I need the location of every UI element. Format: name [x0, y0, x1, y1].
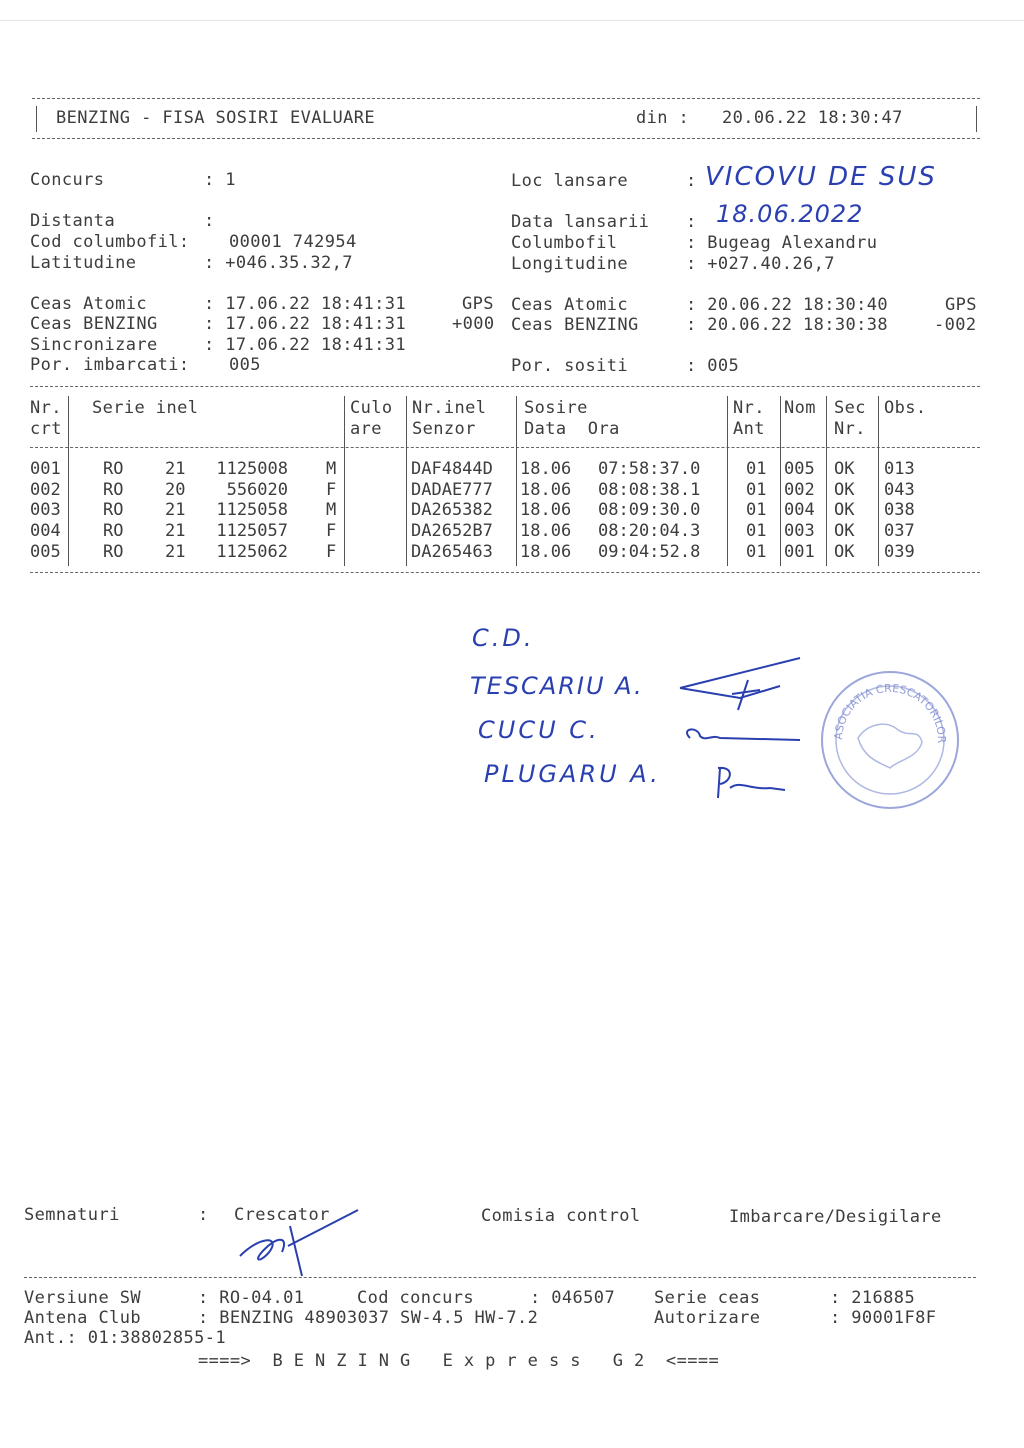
cod-columbofil-label: Cod columbofil:: [30, 232, 190, 252]
antena-id: Ant.: 01:38802855-1: [24, 1328, 227, 1348]
cell-an: 21: [165, 459, 186, 479]
ceas-benzing-right-value: : 20.06.22 18:30:38: [686, 315, 889, 335]
header-nr: Nr.: [30, 398, 62, 418]
cell-obs: 039: [884, 542, 915, 562]
header-bottom-rule: [32, 138, 980, 139]
cell-nom: 004: [784, 500, 815, 520]
cell-tara: RO: [103, 542, 124, 562]
autorizare-value: : 90001F8F: [830, 1308, 937, 1328]
cell-ora: 08:08:38.1: [598, 480, 701, 500]
cell-tara: RO: [103, 480, 124, 500]
cell-an: 21: [165, 542, 186, 562]
table-bottom-rule: [30, 572, 980, 573]
header-senzor: Senzor: [412, 419, 476, 439]
cell-obs: 043: [884, 480, 915, 500]
serie-ceas-value: : 216885: [830, 1288, 916, 1308]
cell-ant: 01: [746, 521, 767, 541]
cell-senzor: DA265463: [411, 542, 493, 562]
data-lansarii-colon: :: [686, 212, 697, 232]
comisia-control-label: Comisia control: [481, 1206, 641, 1226]
antena-club-label: Antena Club: [24, 1308, 141, 1328]
report-title: BENZING - FISA SOSIRI EVALUARE: [56, 108, 376, 128]
ceas-atomic-left-label: Ceas Atomic: [30, 294, 147, 314]
header-nom: Nom: [784, 398, 816, 418]
report-date-label: din :: [636, 108, 690, 128]
columbofil-value: : Bugeag Alexandru: [686, 233, 878, 253]
page-edge: [0, 20, 1024, 21]
data-lansarii-handwritten: 18.06.2022: [716, 200, 864, 228]
versiune-sw-value: : RO-04.01: [198, 1288, 305, 1308]
versiune-sw-label: Versiune SW: [24, 1288, 141, 1308]
cell-tara: RO: [103, 459, 124, 479]
ceas-atomic-right-label: Ceas Atomic: [511, 295, 628, 315]
header-ant: Ant: [733, 419, 765, 439]
cell-nr: 001: [30, 459, 61, 479]
cell-obs: 013: [884, 459, 915, 479]
semnaturi-colon: :: [198, 1205, 209, 1225]
cell-sex: F: [326, 542, 337, 562]
sincronizare-label: Sincronizare: [30, 335, 158, 355]
cell-sec: OK: [834, 542, 855, 562]
cell-an: 20: [165, 480, 186, 500]
cell-obs: 037: [884, 521, 915, 541]
cell-ant: 01: [746, 500, 767, 520]
por-sositi-label: Por. sositi: [511, 356, 628, 376]
cell-sec: OK: [834, 521, 855, 541]
header-obs: Obs.: [884, 398, 927, 418]
cell-nom: 005: [784, 459, 815, 479]
ceas-atomic-right-suffix: GPS: [945, 295, 977, 315]
ceas-benzing-left-label: Ceas BENZING: [30, 314, 158, 334]
semnaturi-label: Semnaturi: [24, 1205, 120, 1225]
cell-nr: 002: [30, 480, 61, 500]
header-culoare-1: Culo: [350, 398, 393, 418]
header-top-rule: [32, 98, 980, 99]
loc-lansare-handwritten: VICOVU DE SUS: [705, 162, 937, 192]
longitudine-value: : +027.40.26,7: [686, 254, 835, 274]
col-sep: [516, 396, 517, 566]
cell-tara: RO: [103, 500, 124, 520]
data-lansarii-label: Data lansarii: [511, 212, 650, 232]
cell-nom: 002: [784, 480, 815, 500]
header-data-ora: Data Ora: [524, 419, 620, 439]
columbofil-label: Columbofil: [511, 233, 618, 253]
ceas-benzing-left-value: : 17.06.22 18:41:31: [204, 314, 407, 334]
cell-inel: 556020: [226, 480, 288, 500]
cell-ant: 01: [746, 542, 767, 562]
cell-sec: OK: [834, 480, 855, 500]
cell-data: 18.06: [520, 480, 572, 500]
table-header-rule: [30, 447, 980, 448]
cell-ora: 08:20:04.3: [598, 521, 701, 541]
cell-nr: 004: [30, 521, 61, 541]
cell-inel: 1125062: [216, 542, 288, 562]
header-sosire: Sosire: [524, 398, 588, 418]
ceas-benzing-right-label: Ceas BENZING: [511, 315, 639, 335]
footer-rule: [24, 1277, 976, 1278]
loc-lansare-label: Loc lansare: [511, 171, 628, 191]
cell-nom: 001: [784, 542, 815, 562]
imbarcare-desigilare-label: Imbarcare/Desigilare: [729, 1207, 942, 1227]
cell-ora: 09:04:52.8: [598, 542, 701, 562]
serie-ceas-label: Serie ceas: [654, 1288, 761, 1308]
cell-sex: M: [326, 459, 337, 479]
por-imbarcati-value: 005: [229, 355, 261, 375]
cell-data: 18.06: [520, 459, 572, 479]
crescator-signature-icon: [230, 1196, 370, 1282]
cell-senzor: DAF4844D: [411, 459, 493, 479]
cell-sex: M: [326, 500, 337, 520]
header-culoare-2: are: [350, 419, 382, 439]
cell-inel: 1125008: [216, 459, 288, 479]
header-crt: crt: [30, 419, 62, 439]
antena-club-value: : BENZING 48903037 SW-4.5 HW-7.2: [198, 1308, 539, 1328]
cell-an: 21: [165, 521, 186, 541]
header-left-bar: [36, 106, 37, 132]
cell-ora: 08:09:30.0: [598, 500, 701, 520]
cell-nr: 003: [30, 500, 61, 520]
distanta-label: Distanta: [30, 211, 116, 231]
col-sep: [68, 396, 69, 566]
cell-nr: 005: [30, 542, 61, 562]
ceas-atomic-left-suffix: GPS: [462, 294, 494, 314]
cell-sec: OK: [834, 459, 855, 479]
header-nr-ant: Nr.: [733, 398, 765, 418]
association-stamp-icon: [818, 668, 962, 812]
cell-data: 18.06: [520, 500, 572, 520]
cell-tara: RO: [103, 521, 124, 541]
header-sec: Sec: [834, 398, 866, 418]
distanta-value: :: [204, 211, 215, 231]
autorizare-label: Autorizare: [654, 1308, 761, 1328]
cell-senzor: DA265382: [411, 500, 493, 520]
cell-sex: F: [326, 521, 337, 541]
handwritten-line: PLUGARU A.: [484, 760, 661, 788]
cell-senzor: DADAE777: [411, 480, 493, 500]
crescator-label: Crescator: [234, 1205, 330, 1225]
handwritten-line: C.D.: [472, 624, 535, 652]
sincronizare-value: : 17.06.22 18:41:31: [204, 335, 407, 355]
por-imbarcati-label: Por. imbarcati:: [30, 355, 190, 375]
cell-an: 21: [165, 500, 186, 520]
cell-inel: 1125058: [216, 500, 288, 520]
handwritten-line: CUCU C.: [478, 716, 600, 744]
header-serie-inel: Serie inel: [92, 398, 199, 418]
ceas-atomic-right-value: : 20.06.22 18:30:40: [686, 295, 889, 315]
cod-concurs-value: : 046507: [530, 1288, 616, 1308]
cell-data: 18.06: [520, 521, 572, 541]
ceas-benzing-left-suffix: +000: [452, 314, 495, 334]
longitudine-label: Longitudine: [511, 254, 628, 274]
loc-lansare-colon: :: [686, 171, 697, 191]
concurs-label: Concurs: [30, 170, 105, 190]
cell-nom: 003: [784, 521, 815, 541]
col-sep: [727, 396, 728, 566]
cell-inel: 1125057: [216, 521, 288, 541]
handwritten-line: TESCARIU A.: [470, 672, 644, 700]
cell-sex: F: [326, 480, 337, 500]
ceas-atomic-left-value: : 17.06.22 18:41:31: [204, 294, 407, 314]
stamp-text: ASOCIATIA CRESCATORILOR: [831, 681, 949, 744]
cell-obs: 038: [884, 500, 915, 520]
cod-columbofil-value: 00001 742954: [229, 232, 357, 252]
header-right-bar: [976, 106, 977, 132]
ceas-benzing-right-suffix: -002: [934, 315, 977, 335]
cell-data: 18.06: [520, 542, 572, 562]
cod-concurs-label: Cod concurs: [357, 1288, 474, 1308]
table-top-rule: [30, 386, 980, 387]
por-sositi-value: : 005: [686, 356, 740, 376]
col-sep: [826, 396, 827, 566]
cell-ant: 01: [746, 480, 767, 500]
report-date-value: 20.06.22 18:30:47: [722, 108, 903, 128]
col-sep: [780, 396, 781, 566]
latitudine-value: : +046.35.32,7: [204, 253, 353, 273]
header-nr-inel: Nr.inel: [412, 398, 487, 418]
cell-sec: OK: [834, 500, 855, 520]
cell-senzor: DA2652B7: [411, 521, 493, 541]
benzing-banner: ====> B E N Z I N G E x p r e s s G 2 <====: [198, 1351, 720, 1371]
commission-signatures-icon: [640, 650, 820, 810]
col-sep: [406, 396, 407, 566]
concurs-value: : 1: [204, 170, 236, 190]
col-sep: [878, 396, 879, 566]
header-sec-nr: Nr.: [834, 419, 866, 439]
cell-ora: 07:58:37.0: [598, 459, 701, 479]
cell-ant: 01: [746, 459, 767, 479]
col-sep: [344, 396, 345, 566]
latitudine-label: Latitudine: [30, 253, 137, 273]
